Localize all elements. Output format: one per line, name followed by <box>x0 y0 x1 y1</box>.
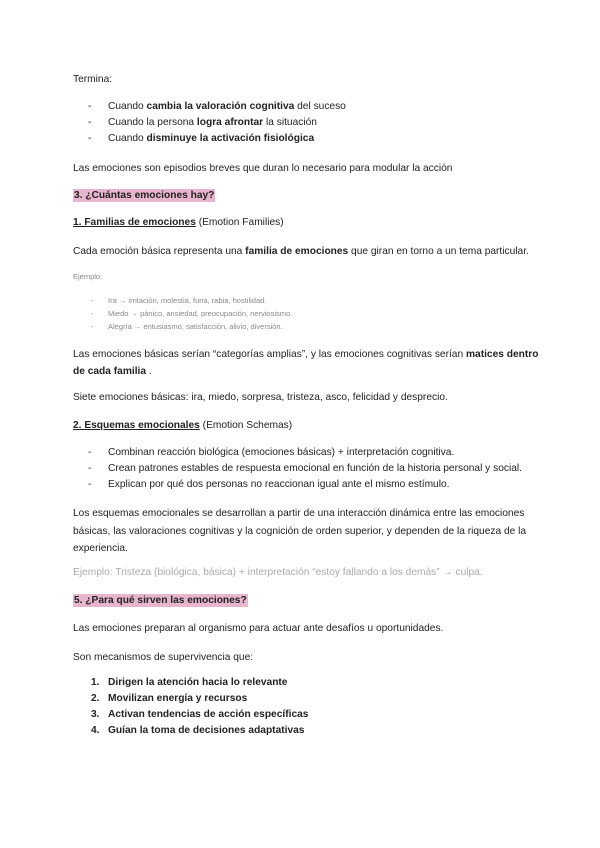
schema-item-2: Crean patrones estables de respuesta emocional en función de la historia personal y social. <box>108 463 522 474</box>
example-item-2: Miedo → pánico, ansiedad, preocupación, nerviosismo. <box>108 309 293 318</box>
list-number: 3. <box>91 709 100 720</box>
categories-paragraph-line1: Las emociones básicas serían “categorías amplias”, y las emociones cognitivas serían matices dentro <box>73 349 539 360</box>
section-3-heading: 3. ¿Cuántas emociones hay? <box>74 190 215 201</box>
bullet-dash: - <box>91 322 94 331</box>
purpose-item-2: Movilizan energía y recursos <box>108 693 248 704</box>
termina-item-3: Cuando disminuye la activación fisiológica <box>108 133 315 144</box>
bullet-dash: - <box>91 296 94 305</box>
section-5-heading: 5. ¿Para qué sirven las emociones? <box>74 595 247 606</box>
schema-item-3: Explican por qué dos personas no reaccionan igual ante el mismo estímulo. <box>108 479 450 490</box>
example-label: Ejemplo: <box>73 272 103 281</box>
termina-item-1: Cuando cambia la valoración cognitiva del suceso <box>108 101 346 112</box>
bullet-dash: - <box>88 479 92 490</box>
subheading-schemas: 2. Esquemas emocionales (Emotion Schemas) <box>73 420 293 431</box>
purpose-item-3: Activan tendencias de acción específicas <box>108 709 309 720</box>
families-paragraph: Cada emoción básica representa una familia de emociones que giran en torno a un tema particular. <box>73 246 529 257</box>
schema-item-1: Combinan reacción biológica (emociones básicas) + interpretación cognitiva. <box>108 447 455 458</box>
purpose-item-4: Guían la toma de decisiones adaptativas <box>108 725 305 736</box>
termina-summary: Las emociones son episodios breves que duran lo necesario para modular la acción <box>73 163 453 174</box>
list-number: 4. <box>91 725 100 736</box>
bullet-dash: - <box>88 117 92 128</box>
example-item-1: Ira → irritación, molestia, furia, rabia, hostilidad. <box>108 296 267 305</box>
list-number: 1. <box>91 677 100 688</box>
section-5-paragraph-1: Las emociones preparan al organismo para actuar ante desafíos u oportunidades. <box>73 623 444 634</box>
categories-paragraph-line2: de cada familia . <box>73 366 152 377</box>
schemas-example: Ejemplo: Tristeza (biológica, básica) + interpretación “estoy fallando a los demás” → culpa. <box>73 567 483 578</box>
subheading-families: 1. Familias de emociones (Emotion Families) <box>73 217 284 228</box>
bullet-dash: - <box>88 463 92 474</box>
bullet-dash: - <box>88 133 92 144</box>
schemas-paragraph: Los esquemas emocionales se desarrollan a partir de una interacción dinámica entre las emociones básicas, las valoraciones cognitivas y la cognición de orden superior, y dependen de la riqueza de la experiencia. <box>73 508 527 554</box>
termina-label: Termina: <box>73 74 113 85</box>
bullet-dash: - <box>88 447 92 458</box>
bullet-dash: - <box>91 309 94 318</box>
termina-item-2: Cuando la persona logra afrontar la situación <box>108 117 317 128</box>
section-5-paragraph-2: Son mecanismos de supervivencia que: <box>73 652 254 663</box>
list-number: 2. <box>91 693 100 704</box>
purpose-item-1: Dirigen la atención hacia lo relevante <box>108 677 288 688</box>
bullet-dash: - <box>88 101 92 112</box>
example-item-3: Alegría → entusiasmo, satisfacción, alivio, diversión. <box>108 322 283 331</box>
seven-emotions-paragraph: Siete emociones básicas: ira, miedo, sorpresa, tristeza, asco, felicidad y desprecio. <box>73 392 448 403</box>
